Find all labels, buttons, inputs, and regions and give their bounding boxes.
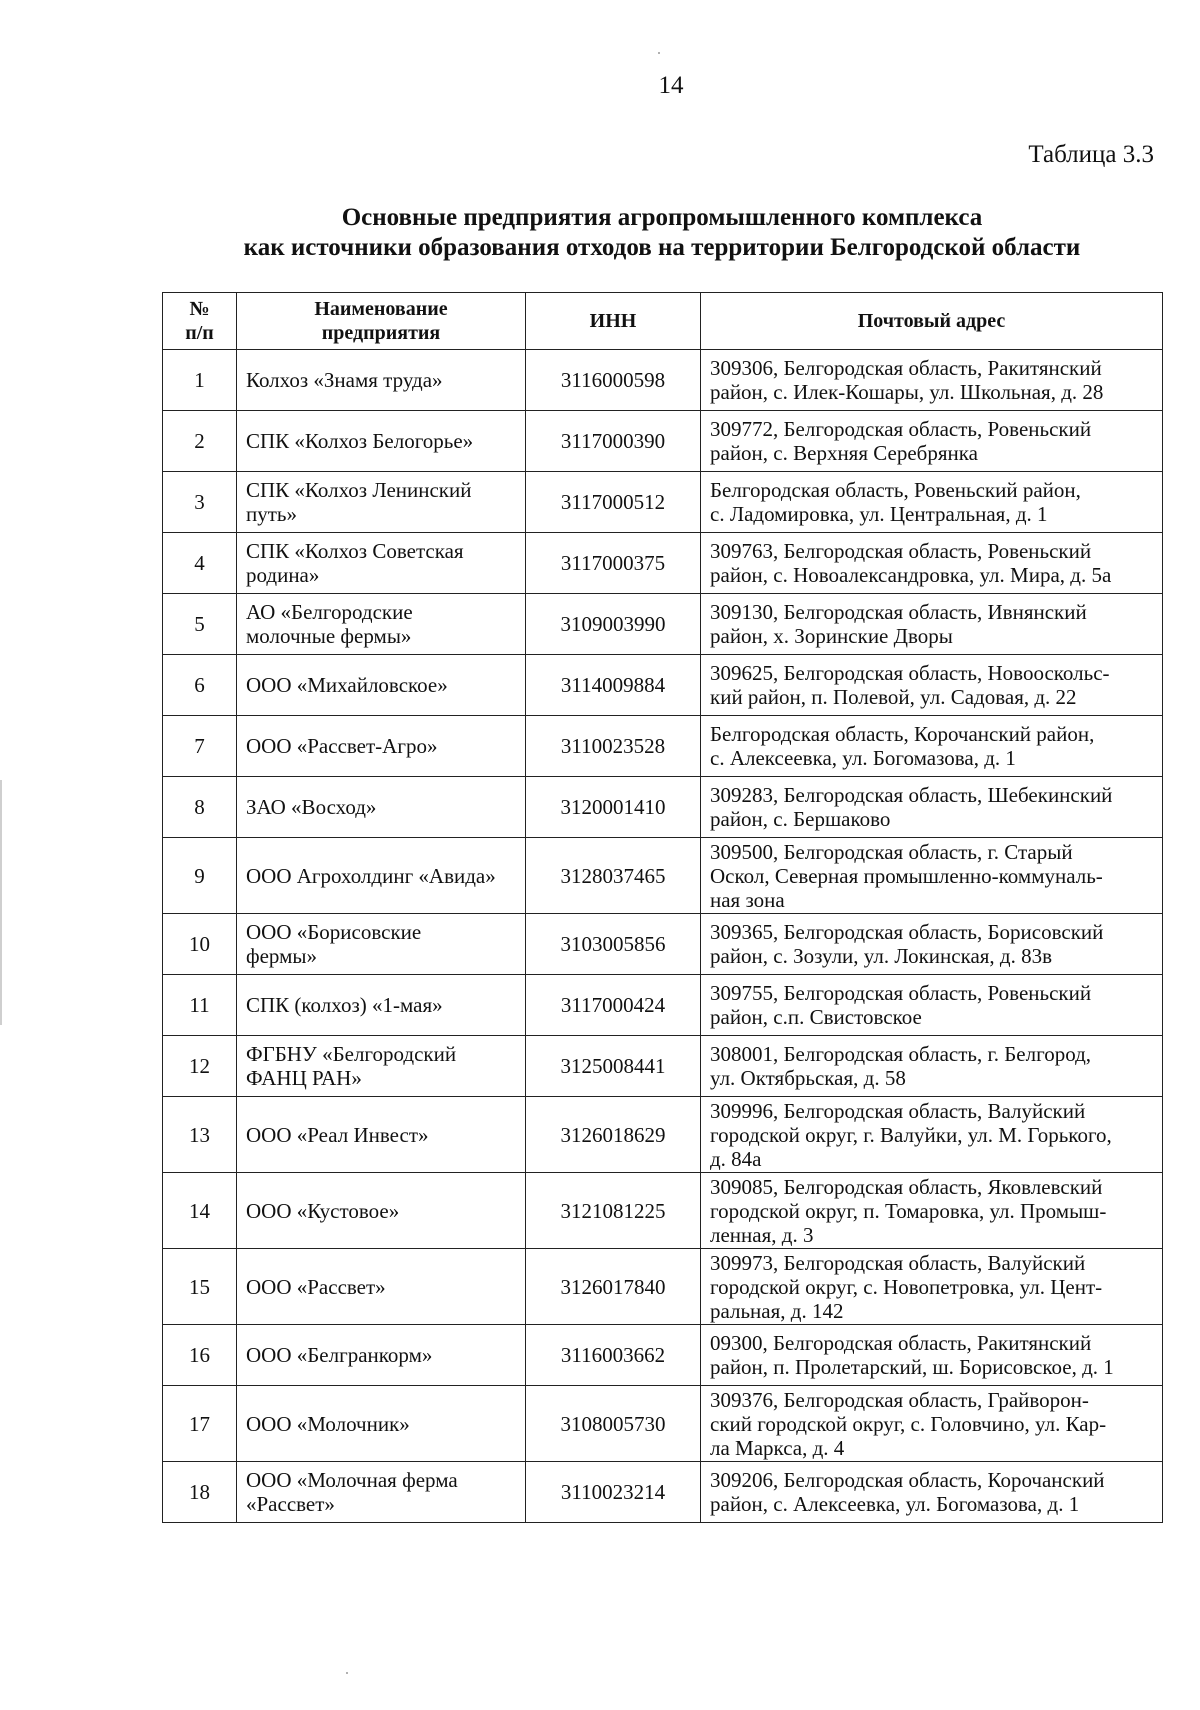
document-title [0, 203, 1200, 263]
enterprise-name [237, 594, 526, 655]
inn-value: 3126018629 [526, 1097, 701, 1173]
row-number: 17 [163, 1386, 237, 1462]
enterprise-name-line: ООО «Борисовские [246, 920, 422, 944]
row-number: 12 [163, 1036, 237, 1097]
enterprise-name [237, 533, 526, 594]
postal-address [701, 914, 1163, 975]
postal-address-line: 309973, Белгородская область, Валуйский [710, 1250, 1086, 1275]
row-number: 15 [163, 1249, 237, 1325]
header-name-line-1: Наименование [314, 298, 448, 320]
row-number: 2 [163, 411, 237, 472]
enterprise-name [237, 1325, 526, 1386]
enterprise-name-line: путь» [246, 502, 297, 526]
enterprise-name [237, 655, 526, 716]
postal-address-line: ленная, д. 3 [710, 1222, 814, 1247]
postal-address-line: район, с. Алексеевка, ул. Богомазова, д. 1 [710, 1492, 1080, 1516]
table-row [163, 914, 1163, 975]
header-inn: ИНН [526, 293, 701, 350]
postal-address [701, 472, 1163, 533]
enterprise-name [237, 350, 526, 411]
enterprise-name [237, 975, 526, 1036]
enterprise-name-line: ООО «Белгранкорм» [246, 1343, 433, 1367]
postal-address-line: 309365, Белгородская область, Борисовский [710, 920, 1104, 944]
inn-value: 3116003662 [526, 1325, 701, 1386]
postal-address-line: ная зона [710, 887, 785, 912]
enterprise-name [237, 1173, 526, 1249]
postal-address-line: ский городской округ, с. Головчино, ул. Кар- [710, 1411, 1107, 1436]
header-number-line-2: п/п [185, 322, 214, 344]
table-label: Таблица 3.3 [1028, 141, 1154, 168]
postal-address-line: с. Алексеевка, ул. Богомазова, д. 1 [710, 746, 1016, 770]
enterprise-name-line: СПК «Колхоз Белогорье» [246, 429, 474, 453]
enterprise-name [237, 777, 526, 838]
enterprise-name [237, 1097, 526, 1173]
row-number: 11 [163, 975, 237, 1036]
row-number: 8 [163, 777, 237, 838]
postal-address-line: 309085, Белгородская область, Яковлевский [710, 1174, 1103, 1199]
inn-value: 3116000598 [526, 350, 701, 411]
table-row [163, 411, 1163, 472]
enterprise-name [237, 838, 526, 914]
postal-address-line: ул. Октябрьская, д. 58 [710, 1066, 906, 1090]
inn-value: 3108005730 [526, 1386, 701, 1462]
postal-address-line: 309996, Белгородская область, Валуйский [710, 1098, 1086, 1123]
table-row [163, 1386, 1163, 1462]
row-number: 18 [163, 1462, 237, 1523]
postal-address [701, 1325, 1163, 1386]
enterprise-name-line: ООО «Рассвет-Агро» [246, 734, 438, 758]
table-row [163, 472, 1163, 533]
postal-address-line: район, с. Зозули, ул. Локинская, д. 83в [710, 944, 1053, 968]
table-row [163, 975, 1163, 1036]
postal-address-line: район, с. Новоалександровка, ул. Мира, д. 5а [710, 563, 1112, 587]
enterprise-name-line: ЗАО «Восход» [246, 795, 377, 819]
postal-address-line: ла Маркса, д. 4 [710, 1435, 845, 1460]
row-number: 3 [163, 472, 237, 533]
row-number: 1 [163, 350, 237, 411]
enterprise-name [237, 1462, 526, 1523]
inn-value: 3114009884 [526, 655, 701, 716]
scan-speck [658, 52, 660, 54]
row-number: 5 [163, 594, 237, 655]
postal-address-line: 309376, Белгородская область, Грайворон- [710, 1387, 1089, 1412]
postal-address [701, 533, 1163, 594]
enterprise-name-line: фермы» [246, 944, 318, 968]
postal-address-line: городской округ, п. Томаровка, ул. Промыш- [710, 1198, 1107, 1223]
enterprise-name-line: молочные фермы» [246, 624, 412, 648]
inn-value: 3103005856 [526, 914, 701, 975]
postal-address [701, 1386, 1163, 1462]
enterprise-name-line: Колхоз «Знамя труда» [246, 368, 443, 392]
postal-address-line: район, с.п. Свистовское [710, 1005, 922, 1029]
postal-address-line: 309755, Белгородская область, Ровеньский [710, 981, 1092, 1005]
table-row [163, 1462, 1163, 1523]
postal-address [701, 594, 1163, 655]
row-number: 9 [163, 838, 237, 914]
row-number: 13 [163, 1097, 237, 1173]
table-row [163, 1036, 1163, 1097]
postal-address-line: район, п. Пролетарский, ш. Борисовское, д. 1 [710, 1355, 1114, 1379]
header-number [163, 293, 237, 350]
postal-address-line: район, х. Зоринские Дворы [710, 624, 953, 648]
postal-address [701, 1249, 1163, 1325]
postal-address-line: 309283, Белгородская область, Шебекинский [710, 783, 1113, 807]
enterprise-name-line: ФАНЦ РАН» [246, 1066, 362, 1090]
postal-address-line: 309500, Белгородская область, г. Старый [710, 839, 1073, 864]
postal-address-line: городской округ, с. Новопетровка, ул. Цент- [710, 1274, 1103, 1299]
postal-address-line: Белгородская область, Корочанский район, [710, 722, 1095, 746]
postal-address-line: 309763, Белгородская область, Ровеньский [710, 539, 1092, 563]
table-header-row [163, 293, 1163, 350]
postal-address [701, 716, 1163, 777]
table-row [163, 655, 1163, 716]
inn-value: 3120001410 [526, 777, 701, 838]
postal-address [701, 838, 1163, 914]
postal-address-line: с. Ладомировка, ул. Центральная, д. 1 [710, 502, 1048, 526]
scan-speck [346, 1672, 348, 1674]
inn-value: 3117000375 [526, 533, 701, 594]
enterprise-name-line: ФГБНУ «Белгородский [246, 1042, 457, 1066]
inn-value: 3117000512 [526, 472, 701, 533]
enterprise-name [237, 914, 526, 975]
postal-address [701, 350, 1163, 411]
postal-address [701, 1097, 1163, 1173]
postal-address-line: район, с. Верхняя Серебрянка [710, 441, 978, 465]
postal-address-line: 309206, Белгородская область, Корочанский [710, 1468, 1105, 1492]
header-name-line-2: предприятия [321, 322, 441, 344]
inn-value: 3110023214 [526, 1462, 701, 1523]
scan-edge-shadow [0, 780, 2, 1025]
table-row [163, 350, 1163, 411]
enterprise-name-line: ООО «Михайловское» [246, 673, 448, 697]
inn-value: 3110023528 [526, 716, 701, 777]
row-number: 7 [163, 716, 237, 777]
table-row [163, 1097, 1163, 1173]
enterprise-name-line: ООО «Кустовое» [246, 1198, 400, 1223]
inn-value: 3117000390 [526, 411, 701, 472]
enterprise-name-line: ООО Агрохолдинг «Авида» [246, 863, 496, 888]
enterprise-name [237, 1036, 526, 1097]
table-row [163, 716, 1163, 777]
document-title-line-2: как источники образования отходов на территории Белгородской области [243, 234, 1081, 261]
postal-address-line: 309625, Белгородская область, Новооскольс- [710, 661, 1110, 685]
enterprise-name [237, 716, 526, 777]
table-row [163, 777, 1163, 838]
inn-value: 3128037465 [526, 838, 701, 914]
postal-address-line: кий район, п. Полевой, ул. Садовая, д. 22 [710, 685, 1077, 709]
row-number: 10 [163, 914, 237, 975]
postal-address [701, 975, 1163, 1036]
enterprise-name-line: СПК «Колхоз Ленинский [246, 478, 472, 502]
enterprise-name [237, 472, 526, 533]
postal-address-line: д. 84а [710, 1146, 762, 1171]
table-row [163, 533, 1163, 594]
header-number-line-1: № [189, 298, 210, 320]
enterprise-name-line: ООО «Рассвет» [246, 1274, 386, 1299]
postal-address-line: городской округ, г. Валуйки, ул. М. Горького, [710, 1122, 1112, 1147]
table-row [163, 1325, 1163, 1386]
enterprise-name-line: ООО «Молочник» [246, 1411, 410, 1436]
postal-address-line: 308001, Белгородская область, г. Белгород, [710, 1042, 1092, 1066]
enterprise-name-line: СПК (колхоз) «1-мая» [246, 993, 443, 1017]
postal-address-line: Белгородская область, Ровеньский район, [710, 478, 1081, 502]
enterprise-name-line: СПК «Колхоз Советская [246, 539, 464, 563]
header-name [237, 293, 526, 350]
page-number: 14 [658, 72, 684, 99]
postal-address [701, 655, 1163, 716]
postal-address-line: ральная, д. 142 [710, 1298, 844, 1323]
postal-address [701, 1036, 1163, 1097]
inn-value: 3125008441 [526, 1036, 701, 1097]
inn-value: 3117000424 [526, 975, 701, 1036]
postal-address [701, 411, 1163, 472]
enterprise-name-line: АО «Белгородские [246, 600, 413, 624]
table-row [163, 838, 1163, 914]
postal-address-line: 309306, Белгородская область, Ракитянский [710, 356, 1102, 380]
enterprise-name [237, 411, 526, 472]
table-row [163, 1249, 1163, 1325]
inn-value: 3109003990 [526, 594, 701, 655]
table-row [163, 1173, 1163, 1249]
enterprises-table [162, 292, 1163, 1523]
postal-address-line: район, с. Бершаково [710, 807, 891, 831]
inn-value: 3126017840 [526, 1249, 701, 1325]
postal-address-line: 309772, Белгородская область, Ровеньский [710, 417, 1092, 441]
row-number: 4 [163, 533, 237, 594]
inn-value: 3121081225 [526, 1173, 701, 1249]
enterprise-name-line: ООО «Реал Инвест» [246, 1122, 429, 1147]
postal-address-line: Оскол, Северная промышленно-коммуналь- [710, 863, 1103, 888]
postal-address-line: 309130, Белгородская область, Ивнянский [710, 600, 1087, 624]
postal-address-line: 09300, Белгородская область, Ракитянский [710, 1331, 1092, 1355]
enterprise-name [237, 1249, 526, 1325]
postal-address [701, 777, 1163, 838]
table-row [163, 594, 1163, 655]
header-address: Почтовый адрес [701, 293, 1163, 350]
row-number: 16 [163, 1325, 237, 1386]
document-title-line-1: Основные предприятия агропромышленного комплекса [341, 204, 983, 231]
postal-address [701, 1173, 1163, 1249]
enterprise-name [237, 1386, 526, 1462]
enterprise-name-line: ООО «Молочная ферма [246, 1468, 458, 1492]
postal-address [701, 1462, 1163, 1523]
enterprise-name-line: родина» [246, 563, 320, 587]
postal-address-line: район, с. Илек-Кошары, ул. Школьная, д. 28 [710, 380, 1104, 404]
row-number: 14 [163, 1173, 237, 1249]
enterprise-name-line: «Рассвет» [246, 1492, 335, 1516]
row-number: 6 [163, 655, 237, 716]
